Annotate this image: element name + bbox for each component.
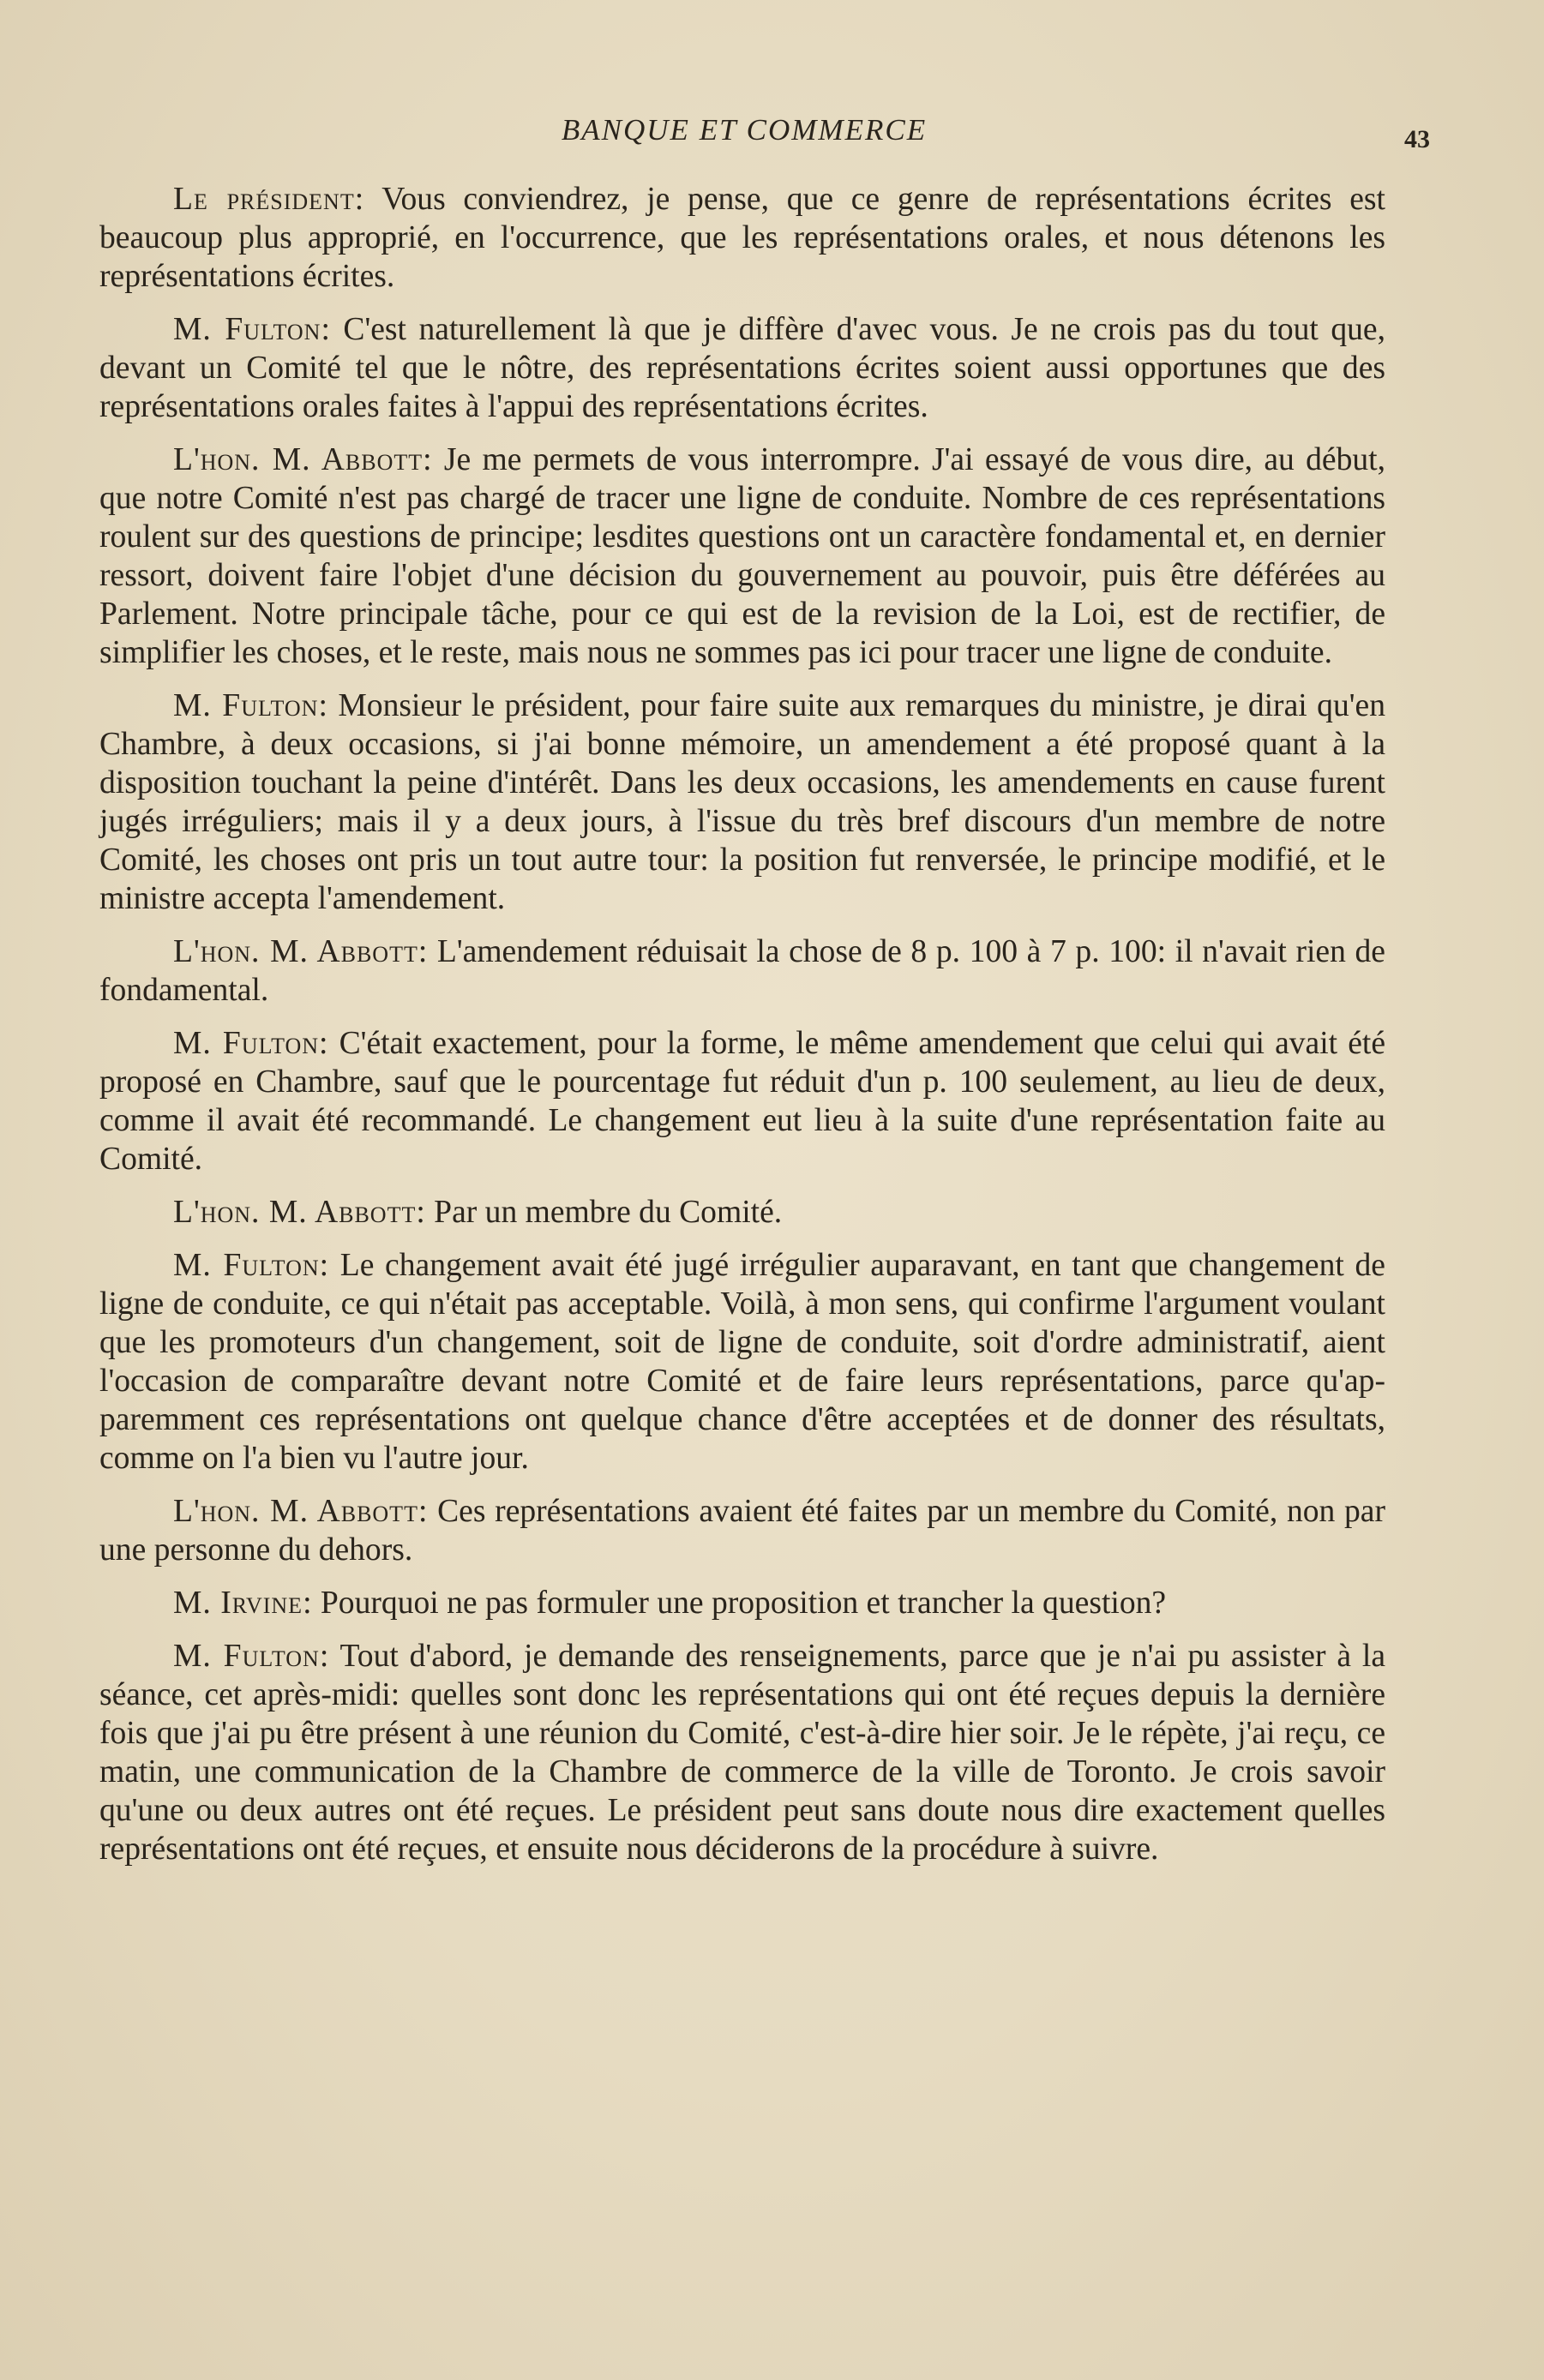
paragraph-text: Ces représentations avaient été faites par un membre du Comité, non par une personne du dehors. bbox=[99, 1494, 1386, 1568]
running-title: BANQUE ET COMMERCE bbox=[561, 113, 928, 147]
paragraph bbox=[99, 180, 1385, 296]
speaker-name: L'hon. M. Abbott: bbox=[173, 1494, 429, 1529]
paragraph bbox=[99, 1637, 1385, 1868]
paragraph-text: Pourquoi ne pas formuler une proposition et trancher la question? bbox=[312, 1586, 1167, 1621]
speaker-name: M. Fulton: bbox=[173, 688, 328, 723]
paragraph bbox=[99, 686, 1385, 918]
paragraph bbox=[99, 1193, 1385, 1232]
paragraph-text: Monsieur le président, pour faire suite aux remarques du ministre, je dirai qu'en Chambre, à deux occasions, si j'ai bonne mémoire, un amendement a été proposé quant à la disposition touchant la peine d'intérêt. Dans les deux occasions, les amendements en cause furent jugés irréguliers; mais il y a deux jours, à l'issue du très bref discours d'un membre de notre Comité, les choses ont pris un tout autre tour: la position fut renversée, le principe modifié, et le ministre accepta l'amendement. bbox=[99, 688, 1385, 916]
paragraph bbox=[99, 1246, 1385, 1478]
paragraph-text: C'était exactement, pour la forme, le même amendement que celui qui avait été proposé en Chambre, sauf que le pourcentage fut réduit d'un p. 100 seulement, au lieu de deux, comme il avait été recommandé. Le changement eut lieu à la suite d'une représentation faite au Comité. bbox=[99, 1026, 1386, 1177]
speaker-name: L'hon. M. Abbott: bbox=[173, 1195, 426, 1230]
speaker-name: L'hon. M. Abbott: bbox=[173, 934, 429, 969]
speaker-name: M. Irvine: bbox=[173, 1586, 313, 1621]
paragraph-text: L'amendement réduisait la chose de 8 p. 100 à 7 p. 100: il n'avait rien de fondamental. bbox=[99, 934, 1385, 1008]
paragraph bbox=[99, 441, 1385, 672]
paragraph-text: Le changement avait été jugé irrégulier auparavant, en tant que changement de ligne de conduite, ce qui n'était pas acceptable. Voilà, à mon sens, qui confirme l'argument voulant que les promoteurs d'un changement, soit de ligne de conduite, soit d'ordre administratif, aient l'occasion de comparaître devant notre Comité et de faire leurs représentations, parce qu'apparemment ces représentations ont quelque chance d'être acceptées et de donner des résultats, comme on l'a bien vu l'autre jour. bbox=[99, 1248, 1385, 1476]
paragraph bbox=[99, 1492, 1385, 1569]
paragraph-text: Par un membre du Comité. bbox=[425, 1195, 783, 1230]
page-header bbox=[101, 113, 1430, 165]
paragraph-text: Vous conviendrez, je pense, que ce genre de représentations écrites est beaucoup plus approprié, en l'occurrence, que les représentations orales, et nous détenons les représentations écrites. bbox=[99, 182, 1385, 294]
speaker-name: M. Fulton: bbox=[173, 1639, 330, 1674]
paragraph-text: Tout d'abord, je demande des renseignements, parce que je n'ai pu assister à la séance, cet après-midi: quelles sont donc les représentations qui ont été reçues depuis la dernière fois que j'ai pu être présent à une réunion du Comité, c'est-à-dire hier soir. Je le répète, j'ai reçu, ce matin, une communication de la Chambre de commerce de la ville de Toronto. Je crois savoir qu'une ou deux autres ont été reçues. Le président peut sans doute nous dire exactement quelles représentations ont été reçues, et ensuite nous déciderons de la procédure à suivre. bbox=[99, 1639, 1386, 1867]
page-number: 43 bbox=[1404, 125, 1430, 153]
speaker-name: M. Fulton: bbox=[173, 312, 331, 347]
paragraph bbox=[99, 310, 1385, 426]
paragraph bbox=[99, 1024, 1385, 1178]
paragraph bbox=[99, 932, 1385, 1010]
speaker-name: M. Fulton: bbox=[173, 1026, 329, 1061]
paragraph-text: Je me permets de vous interrompre. J'ai essayé de vous dire, au début, que notre Comité n'est pas chargé de tracer une ligne de conduite. Nombre de ces représentations roulent sur des questions de principe; lesdites questions ont un caractère fondamental et, en dernier ressort, doivent faire l'objet d'une décision du gouvernement au pouvoir, puis être déférées au Parlement. Notre principale tâche, pour ce qui est de la revision de la Loi, est de rectifier, de simplifier les choses, et le reste, mais nous ne sommes pas ici pour tracer une ligne de conduite. bbox=[99, 442, 1385, 670]
paragraph-text: C'est naturellement là que je diffère d'avec vous. Je ne crois pas du tout que, devant un Comité tel que le nôtre, des représentations écrites soient aussi opportunes que des représentations orales faites à l'appui des représentations écrites. bbox=[99, 312, 1386, 424]
body-text bbox=[99, 180, 1385, 1883]
speaker-name: L'hon. M. Abbott: bbox=[173, 442, 433, 477]
paragraph bbox=[99, 1584, 1385, 1622]
speaker-name: M. Fulton: bbox=[173, 1248, 330, 1283]
speaker-name: Le président: bbox=[173, 182, 365, 217]
